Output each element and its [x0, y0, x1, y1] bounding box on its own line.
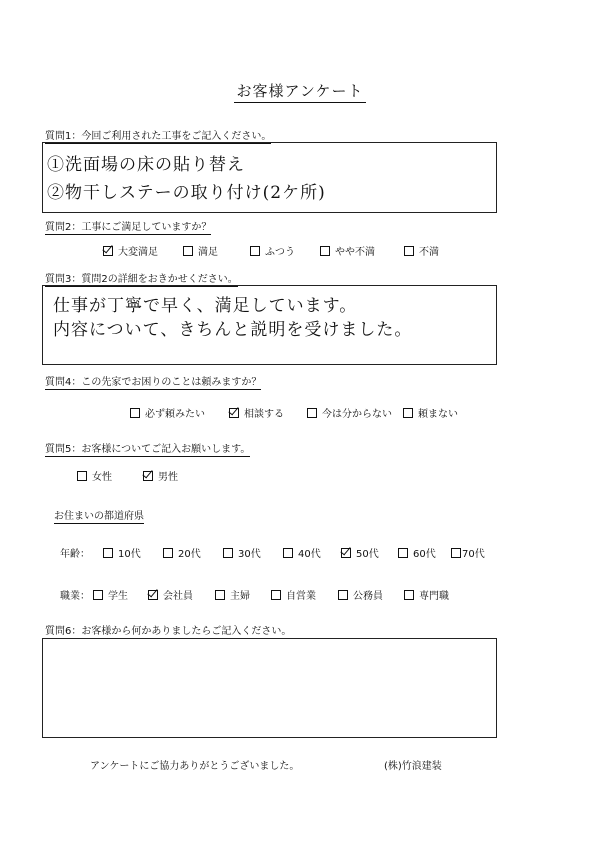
age-option-40s[interactable]: 40代: [283, 545, 321, 560]
checkbox-icon[interactable]: [320, 246, 330, 256]
request-option-undecided[interactable]: 今は分からない: [307, 405, 392, 420]
age-option-70s[interactable]: 70代: [451, 545, 485, 560]
job-option-student[interactable]: 学生: [93, 587, 128, 602]
checkbox-checked-icon[interactable]: [103, 246, 113, 256]
question-2-label: 質問2：工事にご満足していますか？: [45, 222, 212, 233]
checkbox-checked-icon[interactable]: [148, 590, 158, 600]
checkbox-icon[interactable]: [130, 408, 140, 418]
job-option-self-employed[interactable]: 自営業: [271, 587, 316, 602]
job-option-civil-servant[interactable]: 公務員: [338, 587, 383, 602]
question-1-answer-box[interactable]: [42, 142, 497, 213]
question-4-label: 質問4：この先家でお困りのことは頼みますか？: [45, 377, 262, 388]
satisfaction-option-very-satisfied[interactable]: 大変満足: [103, 243, 158, 258]
age-option-10s[interactable]: 10代: [103, 545, 141, 560]
checkbox-icon[interactable]: [398, 548, 408, 558]
job-option-company-employee[interactable]: 会社員: [148, 587, 193, 602]
checkbox-icon[interactable]: [215, 590, 225, 600]
survey-title: お客様アンケート: [0, 80, 600, 101]
thank-you-message: アンケートにご協力ありがとうございました。: [90, 761, 300, 772]
checkbox-icon[interactable]: [271, 590, 281, 600]
checkbox-icon[interactable]: [451, 548, 461, 558]
checkbox-icon[interactable]: [338, 590, 348, 600]
question-5-label: 質問5：お客様についてご記入お願いします。: [45, 444, 251, 455]
age-option-30s[interactable]: 30代: [223, 545, 261, 560]
checkbox-checked-icon[interactable]: [229, 408, 239, 418]
question-3-answer-line: 内容について、きちんと説明を受けました。: [53, 320, 413, 340]
age-label: 年齢：: [60, 549, 90, 560]
request-option-will-not[interactable]: 頼まない: [403, 405, 458, 420]
question-1-label: 質問1：今回ご利用された工事をご記入ください。: [45, 131, 272, 142]
job-label: 職業：: [60, 591, 90, 602]
age-option-60s[interactable]: 60代: [398, 545, 436, 560]
question-1-answer-line: ①洗面場の床の貼り替え: [47, 155, 245, 175]
question-3-answer-line: 仕事が丁寧で早く、満足しています。: [53, 296, 358, 316]
checkbox-icon[interactable]: [404, 246, 414, 256]
request-option-consult[interactable]: 相談する: [229, 405, 284, 420]
checkbox-icon[interactable]: [93, 590, 103, 600]
satisfaction-option-neutral[interactable]: ふつう: [250, 243, 295, 258]
prefecture-label: お住まいの都道府県: [54, 511, 144, 522]
gender-option-male[interactable]: 男性: [143, 468, 178, 483]
checkbox-icon[interactable]: [403, 408, 413, 418]
checkbox-icon[interactable]: [307, 408, 317, 418]
checkbox-icon[interactable]: [223, 548, 233, 558]
satisfaction-option-slightly-unsatisfied[interactable]: やや不満: [320, 243, 375, 258]
question-6-answer-box[interactable]: [42, 638, 497, 738]
checkbox-icon[interactable]: [163, 548, 173, 558]
checkbox-checked-icon[interactable]: [341, 548, 351, 558]
age-option-20s[interactable]: 20代: [163, 545, 201, 560]
satisfaction-option-satisfied[interactable]: 満足: [183, 243, 218, 258]
question-6-label: 質問6：お客様から何かありましたらご記入ください。: [45, 626, 292, 637]
question-3-answer-box[interactable]: [42, 285, 497, 365]
job-option-homemaker[interactable]: 主婦: [215, 587, 250, 602]
job-option-specialist[interactable]: 専門職: [404, 587, 449, 602]
checkbox-icon[interactable]: [250, 246, 260, 256]
question-3-label: 質問3：質問2の詳細をおきかせください。: [45, 274, 238, 285]
question-1-answer-line: ②物干しステーの取り付け(2ケ所): [47, 183, 326, 203]
gender-option-female[interactable]: 女性: [77, 468, 112, 483]
age-option-50s[interactable]: 50代: [341, 545, 379, 560]
checkbox-icon[interactable]: [77, 471, 87, 481]
checkbox-icon[interactable]: [404, 590, 414, 600]
checkbox-checked-icon[interactable]: [143, 471, 153, 481]
checkbox-icon[interactable]: [183, 246, 193, 256]
request-option-definitely[interactable]: 必ず頼みたい: [130, 405, 205, 420]
satisfaction-option-unsatisfied[interactable]: 不満: [404, 243, 439, 258]
checkbox-icon[interactable]: [283, 548, 293, 558]
company-name: (株)竹浪建装: [384, 761, 442, 772]
checkbox-icon[interactable]: [103, 548, 113, 558]
